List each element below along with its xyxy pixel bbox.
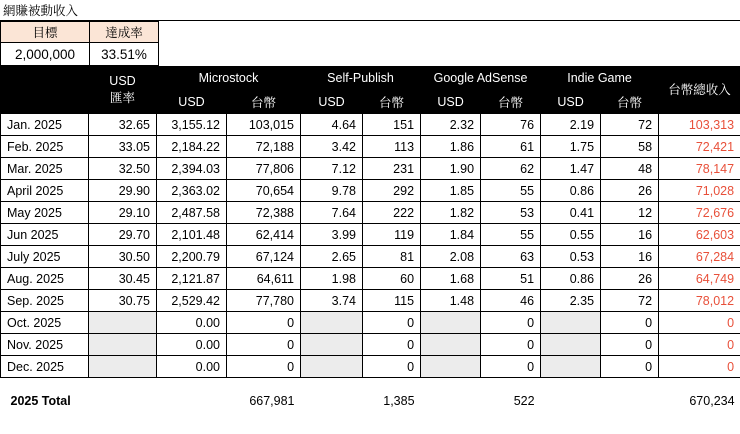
row-indiegame-usd: 0.55 bbox=[541, 224, 601, 246]
header-adsense-twd: 台幣 bbox=[481, 90, 541, 114]
goal-header-target: 目標 bbox=[1, 22, 90, 43]
footer-spacer-row bbox=[1, 378, 740, 391]
header-group-self-publish: Self-Publish bbox=[301, 67, 421, 90]
row-microstock-usd: 2,101.48 bbox=[157, 224, 227, 246]
header-usd-rate-line1: USD bbox=[109, 74, 136, 89]
header-selfpublish-twd: 台幣 bbox=[363, 90, 421, 114]
row-selfpublish-twd: 151 bbox=[363, 114, 421, 136]
row-adsense-twd: 0 bbox=[481, 356, 541, 378]
table-row[interactable] bbox=[1, 246, 740, 268]
row-grand-total: 78,147 bbox=[659, 158, 740, 180]
row-microstock-usd: 2,121.87 bbox=[157, 268, 227, 290]
row-microstock-twd: 77,780 bbox=[227, 290, 301, 312]
row-selfpublish-usd: 2.65 bbox=[301, 246, 363, 268]
row-usd-rate: 30.45 bbox=[89, 268, 157, 290]
row-indiegame-twd: 58 bbox=[601, 136, 659, 158]
row-grand-total: 71,028 bbox=[659, 180, 740, 202]
row-indiegame-usd: 0.86 bbox=[541, 180, 601, 202]
table-row[interactable] bbox=[1, 334, 740, 356]
table-row[interactable] bbox=[1, 202, 740, 224]
row-indiegame-usd bbox=[541, 356, 601, 378]
header-grand-total: 台幣總收入 bbox=[659, 67, 740, 114]
income-table bbox=[0, 66, 740, 411]
table-row[interactable] bbox=[1, 290, 740, 312]
row-indiegame-usd: 2.19 bbox=[541, 114, 601, 136]
row-microstock-usd: 2,529.42 bbox=[157, 290, 227, 312]
row-microstock-usd: 3,155.12 bbox=[157, 114, 227, 136]
row-adsense-usd: 1.84 bbox=[421, 224, 481, 246]
row-microstock-twd: 62,414 bbox=[227, 224, 301, 246]
row-indiegame-twd: 12 bbox=[601, 202, 659, 224]
row-selfpublish-usd: 3.99 bbox=[301, 224, 363, 246]
row-selfpublish-usd bbox=[301, 334, 363, 356]
goal-spacer bbox=[159, 22, 740, 43]
row-adsense-usd bbox=[421, 312, 481, 334]
document-title: 網賺被動收入 bbox=[0, 0, 740, 21]
row-month: Aug. 2025 bbox=[1, 268, 89, 290]
footer-grand-total: 670,234 bbox=[689, 393, 735, 408]
row-microstock-twd: 72,388 bbox=[227, 202, 301, 224]
row-selfpublish-twd: 231 bbox=[363, 158, 421, 180]
row-usd-rate: 29.70 bbox=[89, 224, 157, 246]
row-adsense-usd: 1.48 bbox=[421, 290, 481, 312]
row-microstock-twd: 77,806 bbox=[227, 158, 301, 180]
header-microstock-usd: USD bbox=[157, 90, 227, 114]
row-indiegame-twd: 0 bbox=[601, 334, 659, 356]
row-usd-rate: 29.10 bbox=[89, 202, 157, 224]
row-indiegame-twd: 48 bbox=[601, 158, 659, 180]
goal-table bbox=[0, 21, 740, 66]
row-selfpublish-twd: 222 bbox=[363, 202, 421, 224]
row-usd-rate bbox=[89, 334, 157, 356]
row-selfpublish-usd: 9.78 bbox=[301, 180, 363, 202]
table-row[interactable] bbox=[1, 224, 740, 246]
row-adsense-usd: 2.32 bbox=[421, 114, 481, 136]
row-indiegame-usd: 1.75 bbox=[541, 136, 601, 158]
row-indiegame-twd: 72 bbox=[601, 290, 659, 312]
header-group-indie-game: Indie Game bbox=[541, 67, 659, 90]
row-adsense-usd bbox=[421, 334, 481, 356]
row-selfpublish-twd: 0 bbox=[363, 334, 421, 356]
row-usd-rate: 33.05 bbox=[89, 136, 157, 158]
row-adsense-twd: 62 bbox=[481, 158, 541, 180]
row-selfpublish-twd: 0 bbox=[363, 356, 421, 378]
footer-adsense-twd: 522 bbox=[513, 393, 535, 408]
footer-indiegame-twd bbox=[601, 390, 659, 411]
header-group-microstock: Microstock bbox=[157, 67, 301, 90]
header-group-row bbox=[1, 67, 740, 90]
table-row[interactable] bbox=[1, 268, 740, 290]
footer-microstock-usd bbox=[157, 390, 227, 411]
header-usd-rate-line2: 匯率 bbox=[109, 91, 135, 105]
row-adsense-twd: 53 bbox=[481, 202, 541, 224]
row-selfpublish-twd: 119 bbox=[363, 224, 421, 246]
row-microstock-twd: 67,124 bbox=[227, 246, 301, 268]
row-selfpublish-twd: 81 bbox=[363, 246, 421, 268]
goal-header-row bbox=[1, 22, 740, 43]
row-adsense-twd: 63 bbox=[481, 246, 541, 268]
row-selfpublish-usd: 7.12 bbox=[301, 158, 363, 180]
row-grand-total: 0 bbox=[659, 312, 740, 334]
row-adsense-usd: 1.85 bbox=[421, 180, 481, 202]
row-month: Sep. 2025 bbox=[1, 290, 89, 312]
row-microstock-twd: 64,611 bbox=[227, 268, 301, 290]
row-indiegame-twd: 26 bbox=[601, 180, 659, 202]
row-indiegame-usd: 1.47 bbox=[541, 158, 601, 180]
row-microstock-twd: 0 bbox=[227, 312, 301, 334]
row-indiegame-twd: 0 bbox=[601, 312, 659, 334]
row-microstock-usd: 2,394.03 bbox=[157, 158, 227, 180]
row-month: Jan. 2025 bbox=[1, 114, 89, 136]
row-microstock-usd: 2,487.58 bbox=[157, 202, 227, 224]
row-indiegame-usd: 0.41 bbox=[541, 202, 601, 224]
row-adsense-twd: 0 bbox=[481, 312, 541, 334]
row-usd-rate: 29.90 bbox=[89, 180, 157, 202]
row-indiegame-usd: 0.86 bbox=[541, 268, 601, 290]
row-grand-total: 72,421 bbox=[659, 136, 740, 158]
row-indiegame-twd: 0 bbox=[601, 356, 659, 378]
header-group-google-adsense: Google AdSense bbox=[421, 67, 541, 90]
goal-value-row bbox=[1, 43, 740, 66]
row-microstock-usd: 2,200.79 bbox=[157, 246, 227, 268]
header-indiegame-usd: USD bbox=[541, 90, 601, 114]
footer-adsense-usd bbox=[421, 390, 481, 411]
goal-value-rate: 33.51% bbox=[90, 43, 159, 66]
row-adsense-twd: 0 bbox=[481, 334, 541, 356]
row-month: Oct. 2025 bbox=[1, 312, 89, 334]
row-selfpublish-twd: 115 bbox=[363, 290, 421, 312]
row-selfpublish-twd: 60 bbox=[363, 268, 421, 290]
row-microstock-twd: 0 bbox=[227, 334, 301, 356]
row-microstock-usd: 0.00 bbox=[157, 312, 227, 334]
header-adsense-usd: USD bbox=[421, 90, 481, 114]
row-adsense-twd: 76 bbox=[481, 114, 541, 136]
row-adsense-usd: 1.68 bbox=[421, 268, 481, 290]
row-adsense-usd: 1.90 bbox=[421, 158, 481, 180]
row-microstock-twd: 72,188 bbox=[227, 136, 301, 158]
row-month: Feb. 2025 bbox=[1, 136, 89, 158]
table-row[interactable] bbox=[1, 114, 740, 136]
row-selfpublish-usd bbox=[301, 356, 363, 378]
row-adsense-twd: 55 bbox=[481, 224, 541, 246]
row-indiegame-twd: 72 bbox=[601, 114, 659, 136]
row-microstock-usd: 2,184.22 bbox=[157, 136, 227, 158]
row-grand-total: 64,749 bbox=[659, 268, 740, 290]
row-microstock-twd: 70,654 bbox=[227, 180, 301, 202]
row-indiegame-twd: 16 bbox=[601, 224, 659, 246]
row-month: Jun 2025 bbox=[1, 224, 89, 246]
row-selfpublish-usd bbox=[301, 312, 363, 334]
title-row bbox=[0, 0, 740, 21]
row-adsense-usd: 2.08 bbox=[421, 246, 481, 268]
row-selfpublish-twd: 113 bbox=[363, 136, 421, 158]
row-month: April 2025 bbox=[1, 180, 89, 202]
row-grand-total: 0 bbox=[659, 334, 740, 356]
footer-microstock-twd: 667,981 bbox=[249, 393, 295, 408]
row-month: May 2025 bbox=[1, 202, 89, 224]
table-row[interactable] bbox=[1, 312, 740, 334]
header-month-col bbox=[1, 67, 89, 114]
row-grand-total: 0 bbox=[659, 356, 740, 378]
row-grand-total: 72,676 bbox=[659, 202, 740, 224]
table-row[interactable] bbox=[1, 136, 740, 158]
header-microstock-twd: 台幣 bbox=[227, 90, 301, 114]
row-selfpublish-usd: 7.64 bbox=[301, 202, 363, 224]
row-selfpublish-usd: 4.64 bbox=[301, 114, 363, 136]
goal-value-target: 2,000,000 bbox=[1, 43, 90, 66]
row-month: Mar. 2025 bbox=[1, 158, 89, 180]
footer-row bbox=[1, 390, 740, 411]
row-grand-total: 62,603 bbox=[659, 224, 740, 246]
row-month: Dec. 2025 bbox=[1, 356, 89, 378]
row-adsense-twd: 51 bbox=[481, 268, 541, 290]
row-indiegame-twd: 26 bbox=[601, 268, 659, 290]
row-grand-total: 103,313 bbox=[659, 114, 740, 136]
row-adsense-twd: 55 bbox=[481, 180, 541, 202]
footer-selfpublish-usd bbox=[301, 390, 363, 411]
table-row[interactable] bbox=[1, 356, 740, 378]
row-selfpublish-twd: 292 bbox=[363, 180, 421, 202]
row-adsense-twd: 46 bbox=[481, 290, 541, 312]
row-microstock-usd: 2,363.02 bbox=[157, 180, 227, 202]
row-microstock-twd: 103,015 bbox=[227, 114, 301, 136]
row-usd-rate bbox=[89, 356, 157, 378]
row-selfpublish-usd: 3.42 bbox=[301, 136, 363, 158]
footer-label: 2025 Total bbox=[10, 393, 71, 408]
row-usd-rate: 30.75 bbox=[89, 290, 157, 312]
row-adsense-twd: 61 bbox=[481, 136, 541, 158]
header-indiegame-twd: 台幣 bbox=[601, 90, 659, 114]
row-selfpublish-usd: 1.98 bbox=[301, 268, 363, 290]
row-grand-total: 78,012 bbox=[659, 290, 740, 312]
row-usd-rate bbox=[89, 312, 157, 334]
row-indiegame-usd bbox=[541, 312, 601, 334]
row-microstock-usd: 0.00 bbox=[157, 334, 227, 356]
row-usd-rate: 30.50 bbox=[89, 246, 157, 268]
row-usd-rate: 32.50 bbox=[89, 158, 157, 180]
table-row[interactable] bbox=[1, 158, 740, 180]
row-month: Nov. 2025 bbox=[1, 334, 89, 356]
row-adsense-usd: 1.86 bbox=[421, 136, 481, 158]
row-month: July 2025 bbox=[1, 246, 89, 268]
row-microstock-usd: 0.00 bbox=[157, 356, 227, 378]
row-indiegame-usd bbox=[541, 334, 601, 356]
footer-indiegame-usd bbox=[541, 390, 601, 411]
header-usd-rate bbox=[89, 67, 157, 114]
row-microstock-twd: 0 bbox=[227, 356, 301, 378]
title-table bbox=[0, 0, 740, 21]
row-indiegame-usd: 2.35 bbox=[541, 290, 601, 312]
goal-header-rate: 達成率 bbox=[90, 22, 159, 43]
row-selfpublish-usd: 3.74 bbox=[301, 290, 363, 312]
table-row[interactable] bbox=[1, 180, 740, 202]
footer-spacer-cell bbox=[1, 378, 740, 391]
row-usd-rate: 32.65 bbox=[89, 114, 157, 136]
row-indiegame-twd: 16 bbox=[601, 246, 659, 268]
header-selfpublish-usd: USD bbox=[301, 90, 363, 114]
footer-selfpublish-twd: 1,385 bbox=[383, 393, 415, 408]
goal-value-spacer bbox=[159, 43, 740, 66]
row-selfpublish-twd: 0 bbox=[363, 312, 421, 334]
row-indiegame-usd: 0.53 bbox=[541, 246, 601, 268]
row-grand-total: 67,284 bbox=[659, 246, 740, 268]
row-adsense-usd bbox=[421, 356, 481, 378]
row-adsense-usd: 1.82 bbox=[421, 202, 481, 224]
